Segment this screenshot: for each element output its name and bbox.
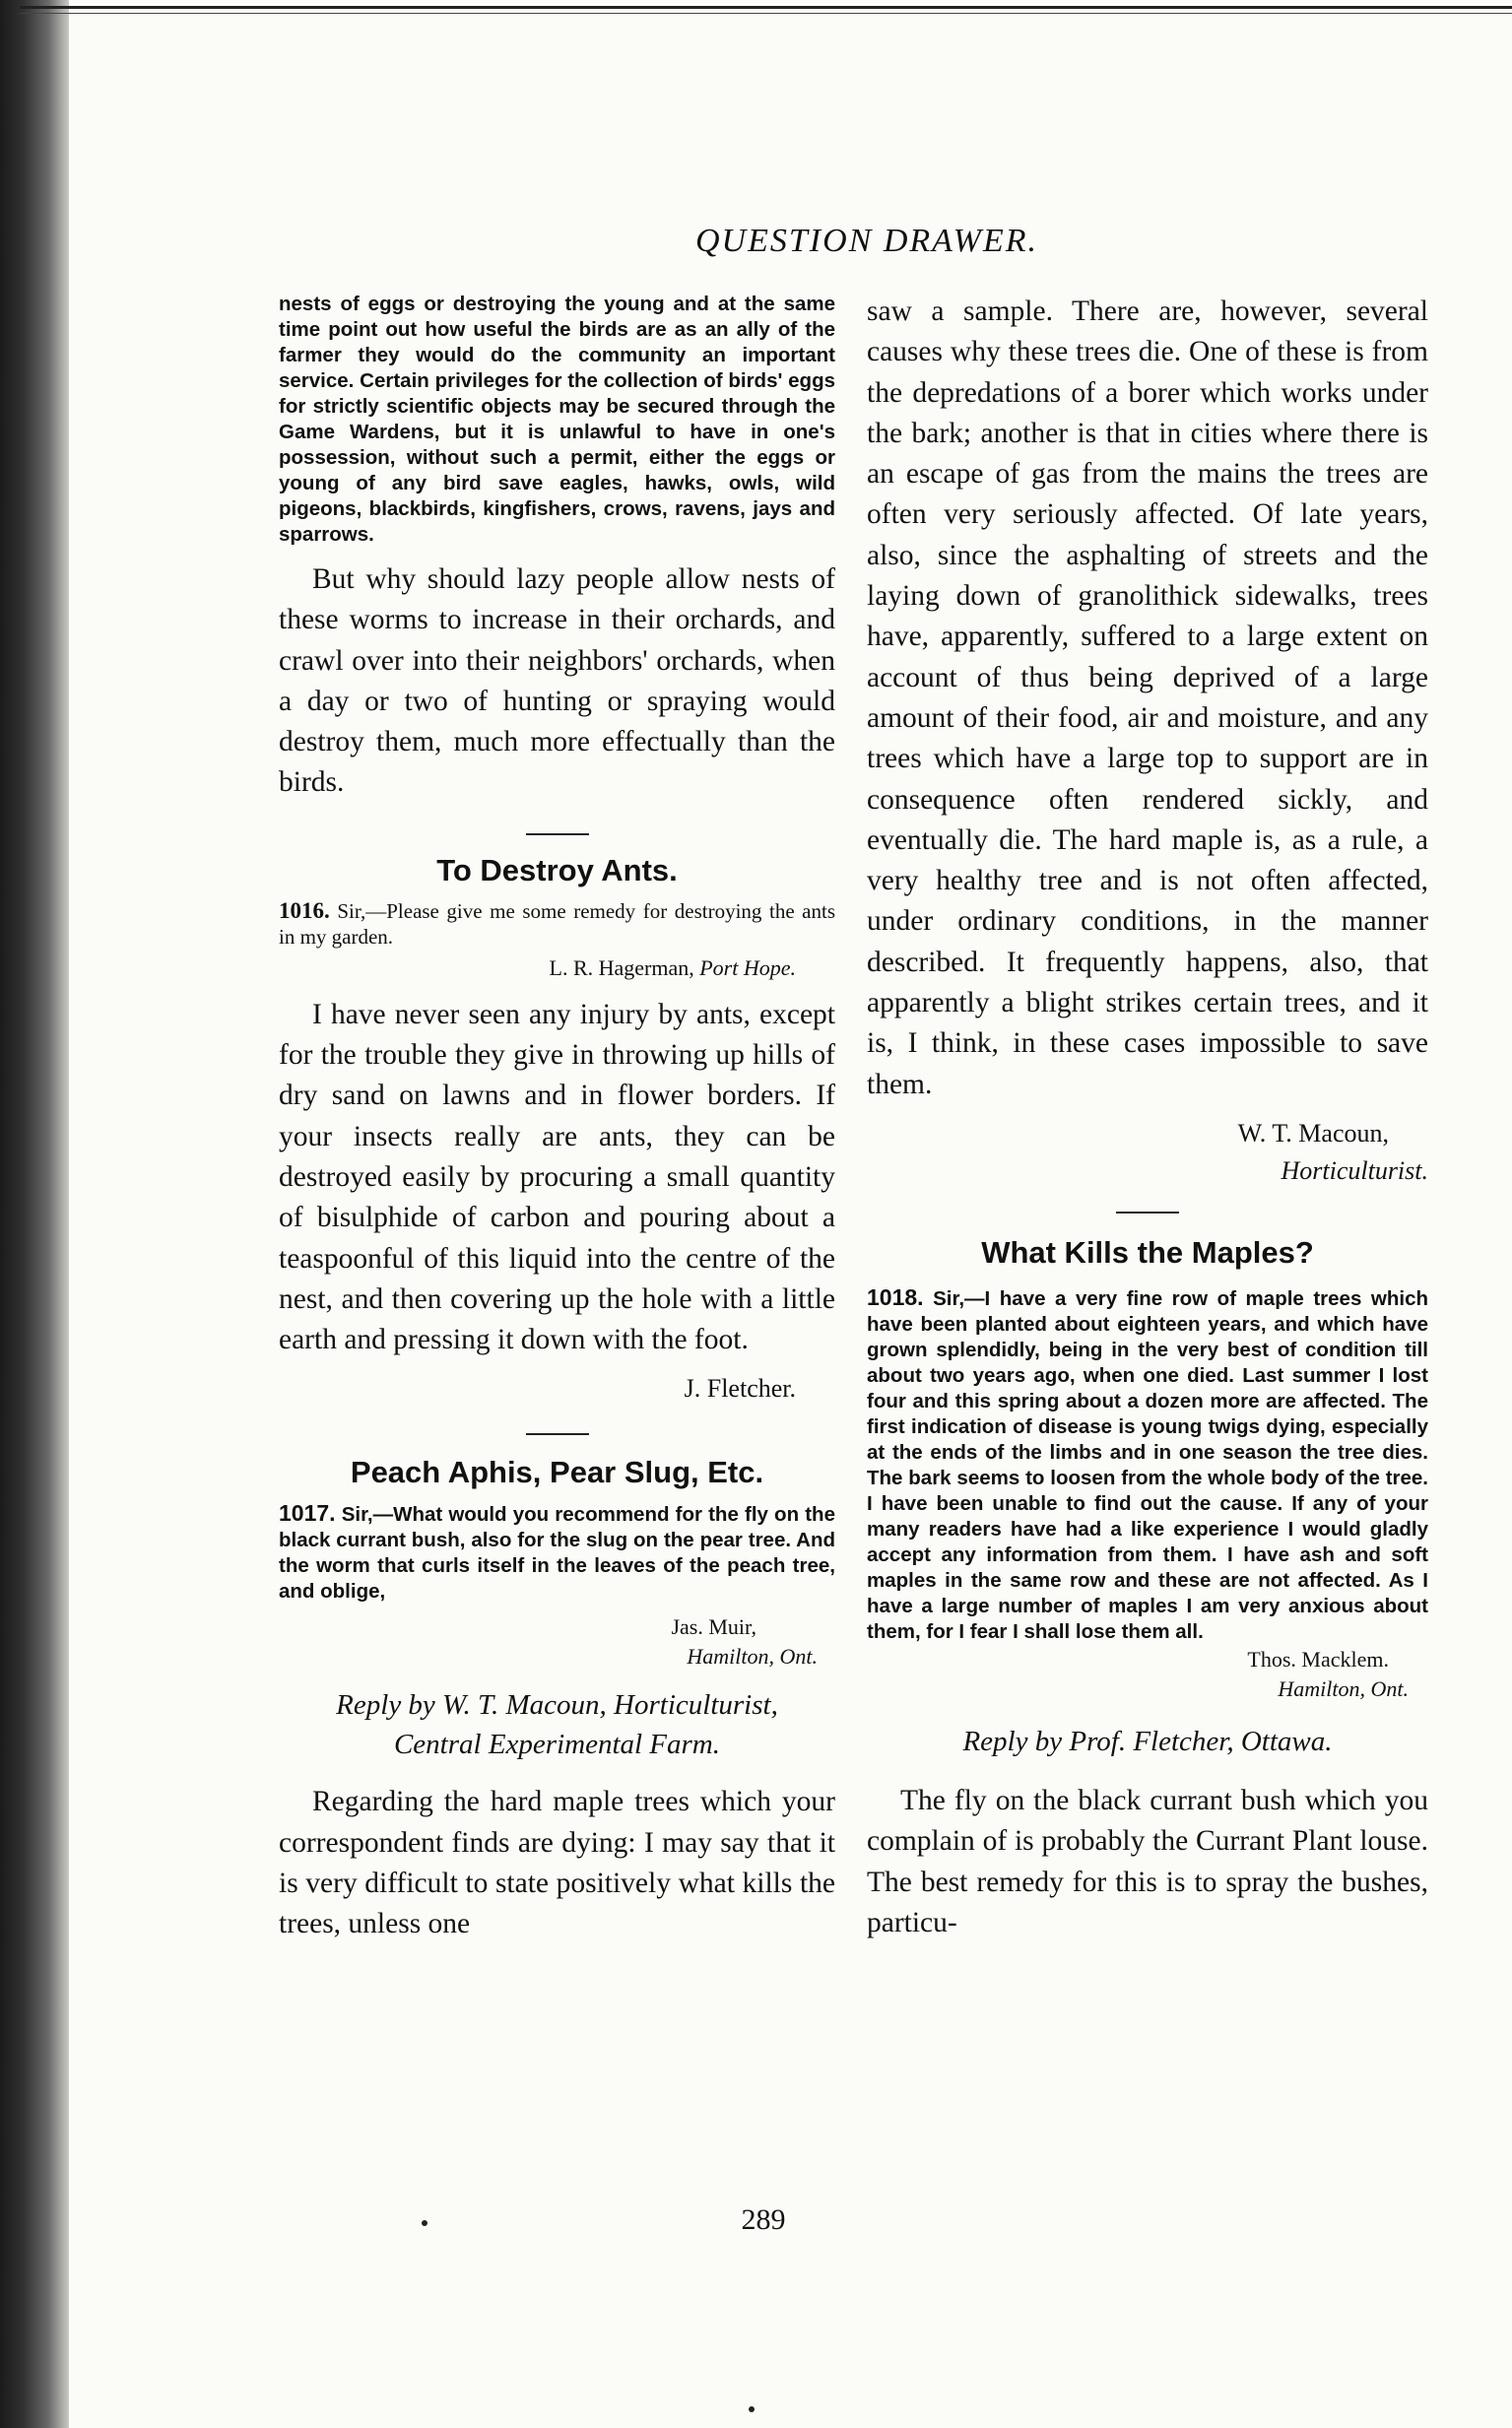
- ants-answer: I have never seen any injury by ants, except for the trouble they give in throwing up hills of dry sand on lawns and in flower borders. If your insects really are ants, they can be destroyed easily by procuring a small quantity of bisulphide of carbon and pouring about a teaspoonful of this liquid into the centre of the nest, and then covering up the hole with a little earth and pressing it down with the foot.: [279, 998, 835, 1356]
- macoun-signature-title: Horticulturist.: [1281, 1155, 1428, 1185]
- ants-question: [279, 898, 835, 950]
- macoun-answer-continued: saw a sample. There are, however, several causes why these trees die. One of these is from the depredations of a borer which works under the bark; another is that in cities where there is an escape of gas from the mains the trees are often very seriously affected. Of late years, also, since the asphalting of streets and the laying down of granolithick sidewalks, trees have, apparently, suffered to a large extent on account of thus being deprived of a large amount of their food, air and moisture, and any trees which have a large top to support are in consequence often rendered sickly, and eventually die. The hard maple is, as a rule, a very healthy tree and is not often affected, under ordinary conditions, in the manner described. It frequently happens, also, that apparently a blight strikes certain trees, and it is, I think, in these cases impossible to save them.: [867, 295, 1428, 1100]
- maples-asker-place: Hamilton, Ont.: [1278, 1675, 1409, 1701]
- aphis-answer-start: Regarding the hard maple trees which your correspondent finds are dying: I may say that it is very difficult to state positively what kills the trees, unless one: [279, 1786, 835, 1940]
- top-border-rule: [20, 6, 1512, 9]
- aphis-reply-line2: Central Experimental Farm.: [393, 1729, 721, 1761]
- aphis-asker-name: Jas. Muir,: [671, 1614, 756, 1640]
- maples-question: [867, 1284, 1428, 1645]
- section-divider: [1116, 1212, 1179, 1214]
- maples-answer-start: The fly on the black currant bush which you complain of is probably the Currant Plant louse. The best remedy for this is to spray the bushes, particu-: [867, 1784, 1428, 1938]
- maples-asker-name: Thos. Macklem.: [1247, 1646, 1389, 1672]
- aphis-reply-line1: Reply by W. T. Macoun, Horticulturist,: [336, 1689, 778, 1722]
- ants-signature: J. Fletcher.: [684, 1374, 796, 1404]
- book-binding-edge: [0, 0, 69, 2428]
- right-column: [867, 292, 1428, 1943]
- ink-speck: [422, 2220, 427, 2226]
- ants-asker-name: L. R. Hagerman,: [549, 954, 694, 980]
- section-divider: [526, 1433, 589, 1435]
- aphis-question-text: Sir,—What would you recommend for the fly on the black currant bush, also for the slug on the pear tree. And the worm that curls itself in the leaves of the peach tree, and oblige,: [279, 1503, 835, 1604]
- intro-small-text: nests of eggs or destroying the young and at the same time point out how useful the birds are as an ally of the farmer they would do the community an important service. Certain privileges for the collection of birds' eggs for strictly scientific objects may be secured through the Game Wardens, but it is unlawful to have in one's possession, without such a permit, either the eggs or young of any bird save eagles, hawks, owls, wild pigeons, blackbirds, kingfishers, crows, ravens, jays and sparrows.: [279, 293, 835, 546]
- left-column: [279, 292, 835, 1945]
- aphis-question-number: 1017.: [279, 1500, 336, 1527]
- aphis-asker-place: Hamilton, Ont.: [687, 1644, 818, 1670]
- ants-heading: To Destroy Ants.: [436, 852, 678, 887]
- ants-question-number: 1016.: [279, 897, 330, 923]
- maples-heading: What Kills the Maples?: [981, 1234, 1314, 1270]
- maples-question-text: Sir,—I have a very fine row of maple trees which have been planted about eighteen years, and which have grown splendidly, being in the very best of condition till about two years ago, when one died. Last summer I lost four and this spring about a dozen more are affected. The first indication of disease is young twigs dying, especially at the ends of the limbs and in one season the tree dies. The bark seems to loosen from the whole body of the tree. I have been unable to find out the cause. If any of your many readers have had a like experience I would gladly accept any information from them. I have ash and soft maples in the same row and these are not affected. As I have a large number of maples I am very anxious about them, for I fear I shall lose them all.: [867, 1286, 1428, 1643]
- aphis-question: [279, 1500, 835, 1605]
- ants-question-text: Sir,—Please give me some remedy for destroying the ants in my garden.: [279, 898, 836, 949]
- page-number: 289: [741, 2203, 786, 2236]
- section-divider: [526, 833, 589, 835]
- maples-question-number: 1018.: [867, 1283, 924, 1310]
- ink-speck: [749, 2406, 755, 2412]
- ants-asker: [279, 953, 835, 983]
- maples-reply: Reply by Prof. Fletcher, Ottawa.: [962, 1725, 1333, 1757]
- top-border-rule-thin: [20, 13, 1512, 14]
- ants-asker-place: Port Hope.: [699, 954, 796, 980]
- macoun-signature-name: W. T. Macoun,: [1237, 1118, 1389, 1148]
- running-head: QUESTION DRAWER.: [694, 223, 1039, 259]
- intro-body-text: But why should lazy people allow nests of these worms to increase in their orchards, and crawl over into their neighbors' orchards, when a day or two of hunting or spraying would destroy them, much more effectually than the birds.: [279, 563, 835, 799]
- aphis-heading: Peach Aphis, Pear Slug, Etc.: [350, 1455, 764, 1490]
